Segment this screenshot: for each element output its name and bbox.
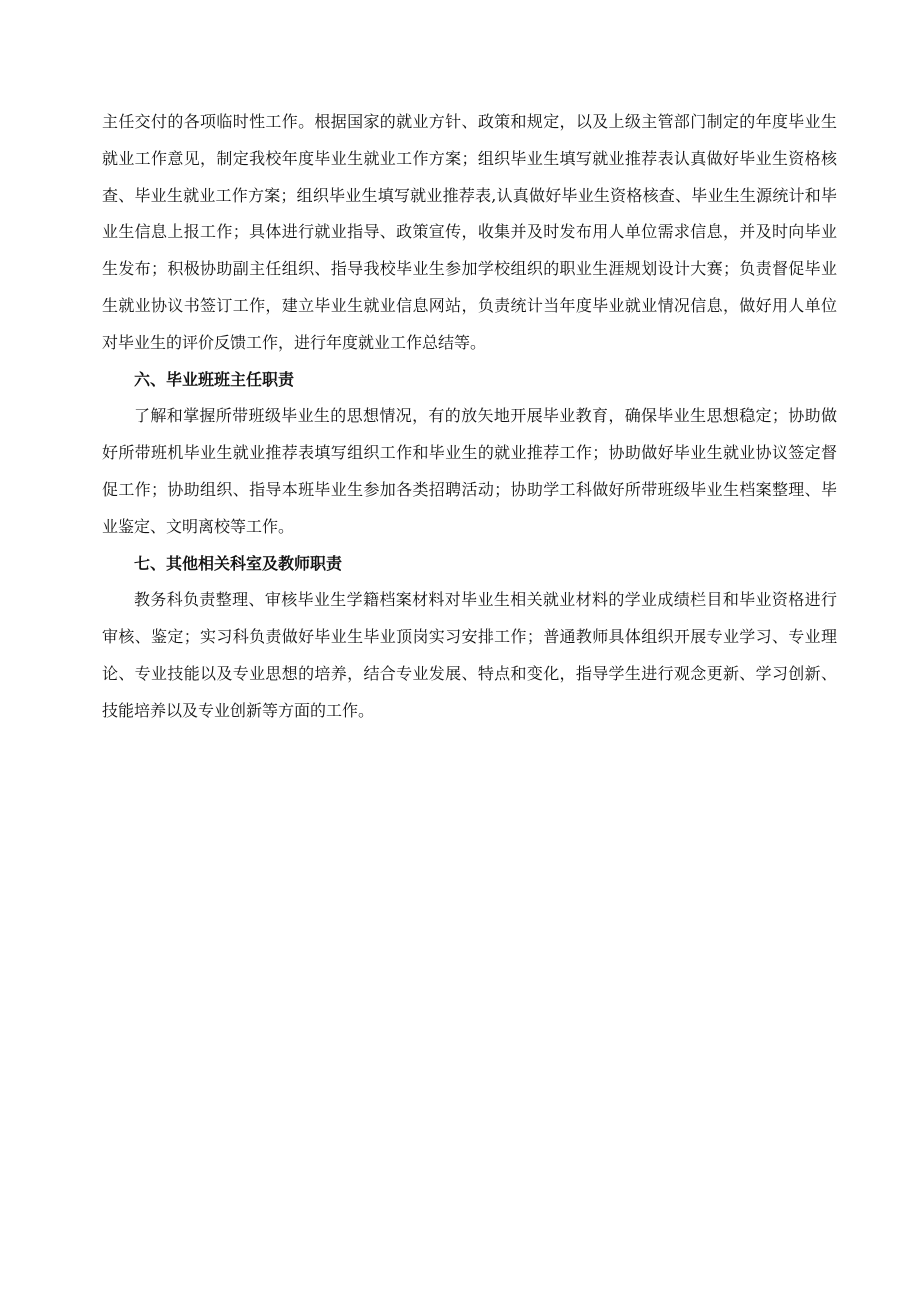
section-heading-6: 六、毕业班班主任职责 <box>134 369 295 389</box>
section-heading-7: 七、其他相关科室及教师职责 <box>134 553 343 573</box>
paragraph-section-7: 教务科负责整理、审核毕业生学籍档案材料对毕业生相关就业材料的学业成绩栏目和毕业资格进行审核、鉴定；实习科负责做好毕业生毕业顶岗实习安排工作；普通教师具体组织开展专业学习、专业理论、专业技能以及专业思想的培养，结合专业发展、特点和变化，指导学生进行观念更新、学习创新、技能培养以及专业创新等方面的工作。 <box>102 590 837 720</box>
document-body <box>102 104 837 730</box>
paragraph-section-6: 了解和掌握所带班级毕业生的思想情况，有的放矢地开展毕业教育，确保毕业生思想稳定；协助做好所带班机毕业生就业推荐表填写组织工作和毕业生的就业推荐工作；协助做好毕业生就业协议签定督促工作；协助组织、指导本班毕业生参加各类招聘活动；协助学工科做好所带班级毕业生档案整理、毕业鉴定、文明离校等工作。 <box>102 406 837 536</box>
paragraph-continuation: 主任交付的各项临时性工作。根据国家的就业方针、政策和规定，以及上级主管部门制定的年度毕业生就业工作意见，制定我校年度毕业生就业工作方案；组织毕业生填写就业推荐表认真做好毕业生资格核查、毕业生就业工作方案；组织毕业生填写就业推荐表,认真做好毕业生资格核查、毕业生生源统计和毕业生信息上报工作；具体进行就业指导、政策宣传，收集并及时发布用人单位需求信息，并及时向毕业生发布；积极协助副主任组织、指导我校毕业生参加学校组织的职业生涯规划设计大赛；负责督促毕业生就业协议书签订工作，建立毕业生就业信息网站，负责统计当年度毕业就业情况信息，做好用人单位对毕业生的评价反馈工作，进行年度就业工作总结等。 <box>102 112 837 352</box>
